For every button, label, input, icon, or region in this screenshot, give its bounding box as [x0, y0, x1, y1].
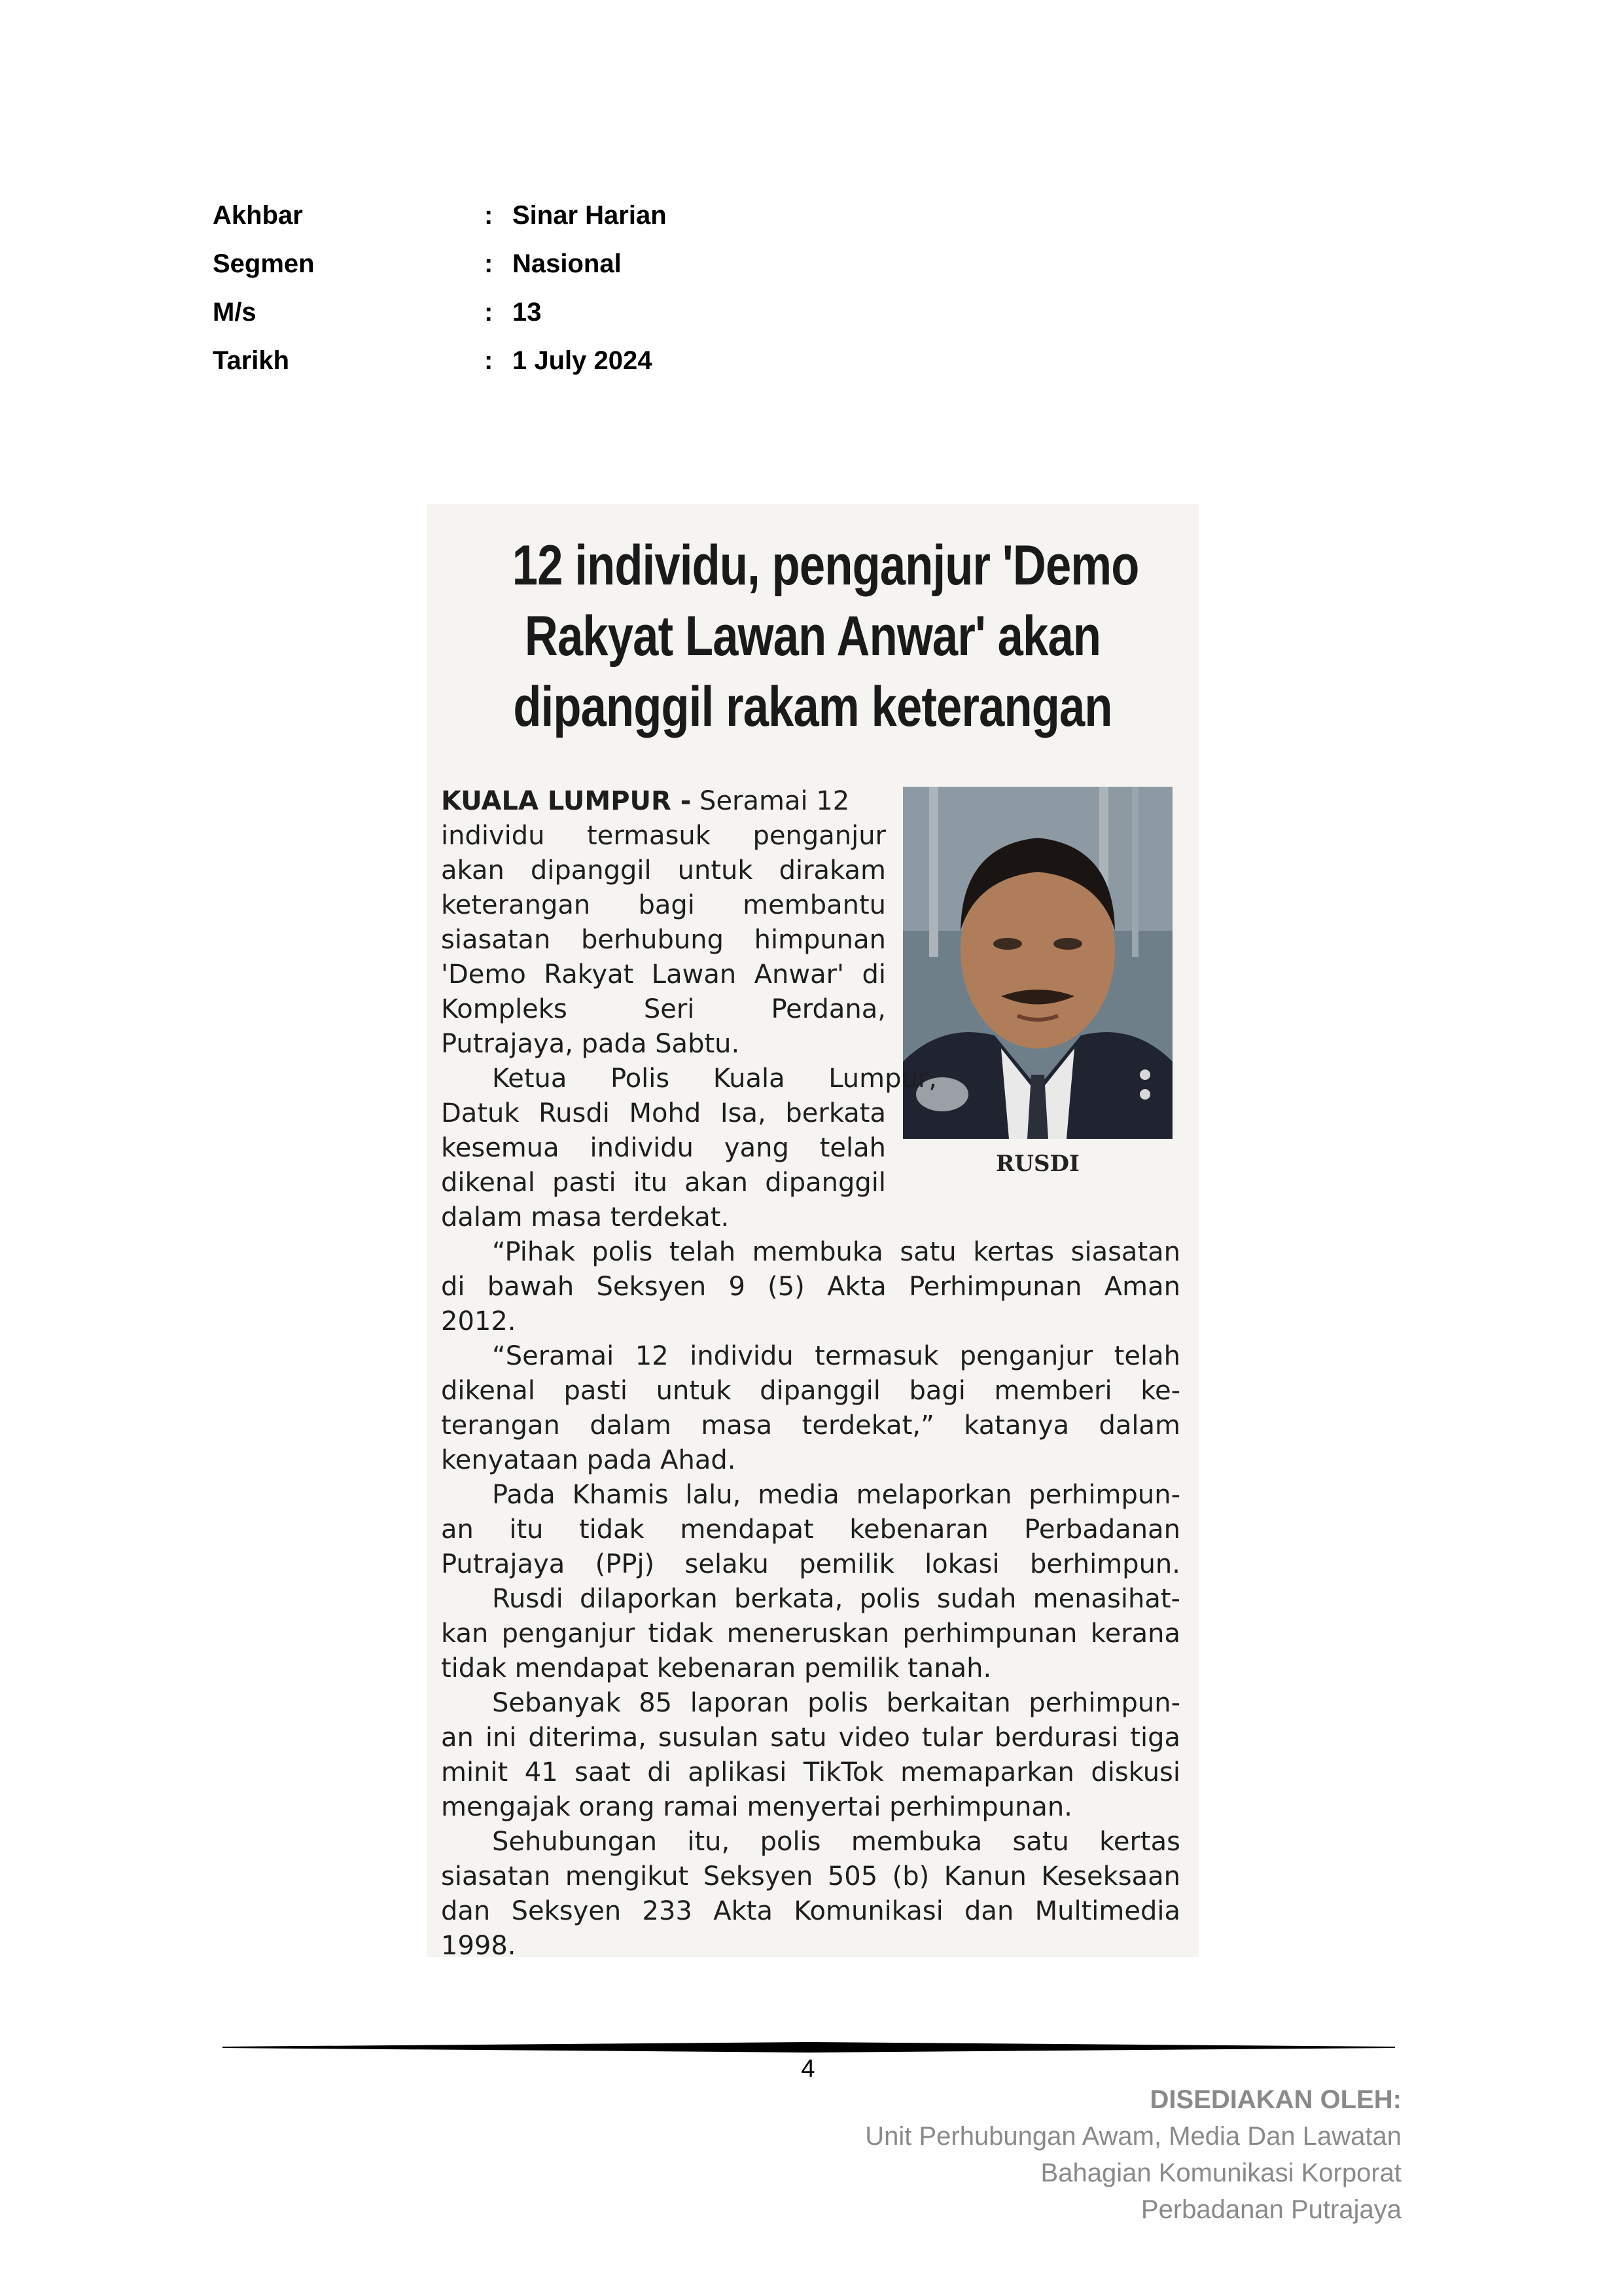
body-line: dikenal pasti untuk dipanggil bagi memberi ke- — [441, 1376, 1180, 1406]
meta-label: M/s — [213, 298, 256, 327]
prepared-line: Perbadanan Putrajaya — [1140, 2195, 1402, 2224]
prepared-by — [865, 2081, 1402, 2228]
body-line: akan dipanggil untuk dirakam — [441, 855, 886, 886]
photo-caption: RUSDI — [996, 1151, 1080, 1177]
article-headline — [512, 530, 1139, 742]
body-line: Ketua Polis Kuala Lumpur, — [492, 1064, 937, 1094]
body-line: 2012. — [441, 1306, 516, 1336]
body-line: “Seramai 12 individu termasuk penganjur telah — [492, 1341, 1180, 1371]
body-line-text: Seramai 12 — [691, 786, 850, 816]
dateline: KUALA LUMPUR - — [441, 786, 692, 816]
meta-label: Tarikh — [213, 346, 290, 375]
newspaper-clipping — [427, 504, 1199, 1961]
prepared-line: Bahagian Komunikasi Korporat — [1040, 2159, 1402, 2187]
page-number: 4 — [801, 2055, 815, 2083]
headline-line: Rakyat Lawan Anwar' akan — [524, 605, 1101, 668]
meta-colon: : — [484, 249, 493, 278]
article-body — [441, 784, 1180, 1964]
body-line: Kompleks Seri Perdana, — [441, 994, 886, 1024]
body-line: dan Seksyen 233 Akta Komunikasi dan Multimedia — [441, 1896, 1180, 1926]
body-line: keterangan bagi membantu — [441, 890, 886, 920]
meta-colon: : — [484, 298, 493, 327]
headline-line: dipanggil rakam keterangan — [513, 675, 1112, 738]
body-line: Sehubungan itu, polis membuka satu kertas — [492, 1827, 1180, 1857]
body-line: kenyataan pada Ahad. — [441, 1445, 736, 1475]
footer-rule — [222, 2042, 1395, 2053]
body-line: Putrajaya (PPj) selaku pemilik lokasi berhimpun. — [441, 1549, 1180, 1579]
meta-colon: : — [484, 346, 493, 375]
body-line: Rusdi dilaporkan berkata, polis sudah menasihat- — [492, 1584, 1180, 1614]
body-line: an itu tidak mendapat kebenaran Perbadanan — [441, 1515, 1180, 1545]
body-line: tidak mendapat kebenaran pemilik tanah. — [441, 1653, 992, 1683]
body-line: minit 41 saat di aplikasi TikTok memaparkan diskusi — [441, 1757, 1180, 1787]
meta-value: Sinar Harian — [512, 201, 667, 230]
body-line: 1998. — [441, 1931, 516, 1961]
meta-value: 1 July 2024 — [512, 346, 652, 375]
headline-line: 12 individu, penganjur 'Demo — [512, 534, 1139, 597]
meta-value: Nasional — [512, 249, 622, 278]
body-line — [441, 784, 886, 819]
body-line: an ini diterima, susulan satu video tular berdurasi tiga — [441, 1723, 1180, 1753]
body-line: siasatan berhubung himpunan — [441, 925, 886, 955]
body-line: siasatan mengikut Seksyen 505 (b) Kanun Keseksaan — [441, 1861, 1180, 1892]
body-line: kan penganjur tidak meneruskan perhimpunan kerana — [441, 1619, 1180, 1649]
body-line: individu termasuk penganjur — [441, 821, 886, 851]
body-line: Sebanyak 85 laporan polis berkaitan perhimpun- — [492, 1688, 1180, 1718]
body-line: 'Demo Rakyat Lawan Anwar' di — [441, 960, 886, 990]
prepared-line: Unit Perhubungan Awam, Media Dan Lawatan — [865, 2122, 1402, 2151]
meta-label: Akhbar — [213, 201, 303, 230]
body-line: terangan dalam masa terdekat,” katanya dalam — [441, 1410, 1180, 1441]
divider-line — [222, 2042, 1395, 2053]
body-line: kesemua individu yang telah — [441, 1133, 886, 1163]
prepared-heading: DISEDIAKAN OLEH: — [1150, 2085, 1402, 2114]
body-line: Pada Khamis lalu, media melaporkan perhimpun- — [492, 1480, 1180, 1510]
meta-label: Segmen — [213, 249, 315, 278]
meta-colon: : — [484, 201, 493, 230]
body-line: di bawah Seksyen 9 (5) Akta Perhimpunan Aman — [441, 1272, 1180, 1302]
body-line: Putrajaya, pada Sabtu. — [441, 1029, 740, 1059]
body-line: “Pihak polis telah membuka satu kertas siasatan — [492, 1237, 1180, 1267]
body-line: Datuk Rusdi Mohd Isa, berkata — [441, 1098, 886, 1128]
body-line: mengajak orang ramai menyertai perhimpunan. — [441, 1792, 1072, 1822]
meta-value: 13 — [512, 298, 542, 327]
body-line: dalam masa terdekat. — [441, 1202, 730, 1232]
body-line: dikenal pasti itu akan dipanggil — [441, 1168, 886, 1198]
